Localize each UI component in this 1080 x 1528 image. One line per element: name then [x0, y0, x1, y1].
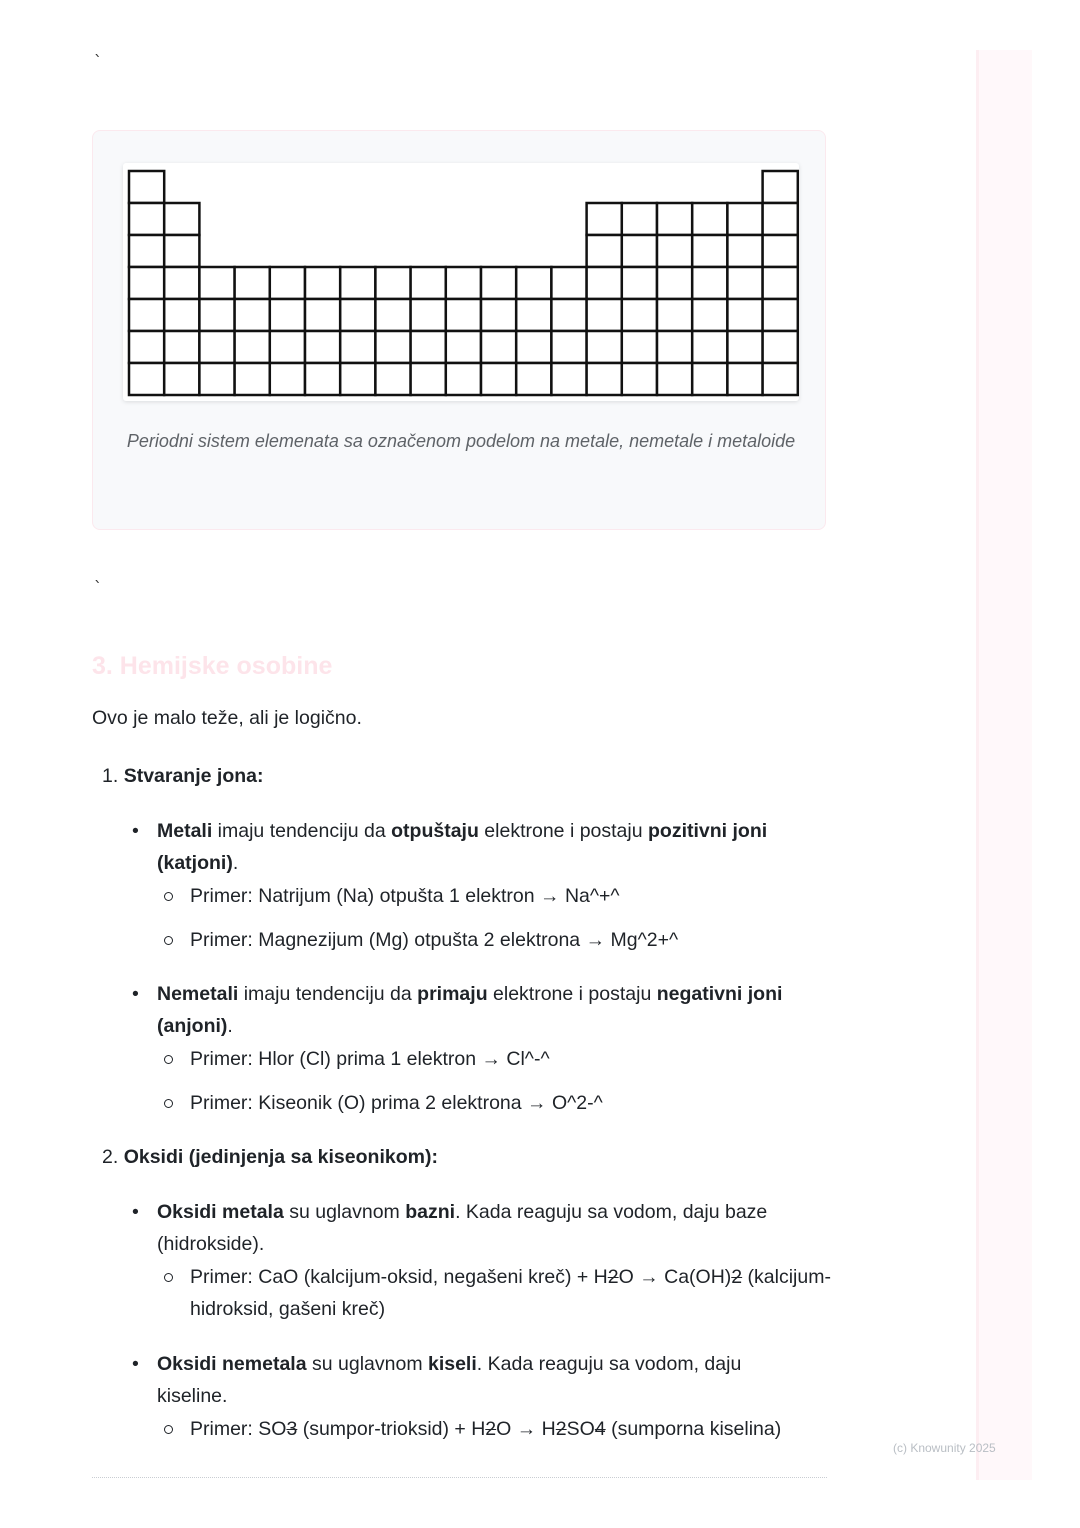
- sub-bullet-circle: [164, 892, 173, 901]
- element-cell: [657, 331, 692, 363]
- element-cell: [270, 363, 305, 395]
- element-cell: [622, 331, 657, 363]
- element-cell: [657, 267, 692, 299]
- element-cell: [622, 363, 657, 395]
- stray-backtick: `: [94, 52, 102, 71]
- sub-bullet-circle: [164, 1425, 173, 1434]
- element-cell: [692, 363, 727, 395]
- periodic-table-grid: [123, 163, 799, 401]
- list-item-title: Oksidi (jedinjenja sa kiseonikom):: [123, 1146, 438, 1168]
- bottom-divider: [92, 1477, 827, 1478]
- bullet-text: Metali imaju tendenciju da otpuštaju elektrone i postaju pozitivni joni (katjoni).: [157, 820, 768, 874]
- element-cell: [727, 235, 762, 267]
- element-cell: [587, 363, 622, 395]
- element-cell: [551, 331, 586, 363]
- list-item-ion-formation: [102, 760, 263, 792]
- bullet-text: Oksidi nemetala su uglavnom kiseli. Kada reaguju sa vodom, daju kiseline.: [157, 1353, 742, 1407]
- element-cell: [657, 203, 692, 235]
- figure-card: [92, 130, 826, 530]
- element-cell: [164, 363, 199, 395]
- element-cell: [516, 299, 551, 331]
- element-cell: [481, 331, 516, 363]
- element-cell: [375, 363, 410, 395]
- element-cell: [657, 299, 692, 331]
- element-cell: [763, 171, 798, 203]
- element-cell: [763, 235, 798, 267]
- sub-bullet-circle: [164, 1055, 173, 1064]
- element-cell: [199, 299, 234, 331]
- element-cell: [446, 299, 481, 331]
- element-cell: [763, 203, 798, 235]
- element-cell: [692, 331, 727, 363]
- section-heading: 3. Hemijske osobine: [92, 652, 333, 680]
- bullet-text: Oksidi metala su uglavnom bazni. Kada reaguju sa vodom, daju baze (hidrokside).: [157, 1201, 768, 1255]
- element-cell: [411, 299, 446, 331]
- element-cell: [727, 299, 762, 331]
- element-cell: [305, 331, 340, 363]
- element-cell: [340, 331, 375, 363]
- element-cell: [305, 267, 340, 299]
- element-cell: [727, 203, 762, 235]
- element-cell: [446, 267, 481, 299]
- list-number: 2.: [102, 1146, 119, 1168]
- bullet-dot: •: [132, 983, 139, 1005]
- element-cell: [129, 203, 164, 235]
- figure-caption: Periodni sistem elemenata sa označenom podelom na metale, nemetale i metaloide: [126, 431, 796, 451]
- element-cell: [411, 363, 446, 395]
- element-cell: [763, 363, 798, 395]
- element-cell: [199, 363, 234, 395]
- element-cell: [727, 331, 762, 363]
- element-cell: [164, 235, 199, 267]
- element-cell: [763, 267, 798, 299]
- element-cell: [305, 299, 340, 331]
- element-cell: [129, 299, 164, 331]
- periodic-table-frame: [123, 163, 799, 401]
- element-cell: [763, 331, 798, 363]
- element-cell: [340, 299, 375, 331]
- sub-bullet-circle: [164, 1273, 173, 1282]
- element-cell: [657, 235, 692, 267]
- element-cell: [692, 235, 727, 267]
- watermark: (c) Knowunity 2025: [893, 1441, 996, 1455]
- element-cell: [692, 299, 727, 331]
- element-cell: [692, 203, 727, 235]
- element-cell: [164, 299, 199, 331]
- element-cell: [551, 363, 586, 395]
- element-cell: [481, 299, 516, 331]
- bullet-dot: •: [132, 1353, 139, 1375]
- element-cell: [587, 235, 622, 267]
- element-cell: [551, 299, 586, 331]
- element-cell: [129, 331, 164, 363]
- element-cell: [375, 299, 410, 331]
- element-cell: [763, 299, 798, 331]
- element-cell: [129, 235, 164, 267]
- element-cell: [375, 331, 410, 363]
- element-cell: [622, 267, 657, 299]
- list-item-title: Stvaranje jona:: [123, 765, 264, 787]
- element-cell: [446, 363, 481, 395]
- element-cell: [727, 363, 762, 395]
- element-cell: [199, 267, 234, 299]
- element-cell: [164, 267, 199, 299]
- element-cell: [587, 203, 622, 235]
- list-item-oxides: [102, 1141, 438, 1173]
- bullet-text: Nemetali imaju tendenciju da primaju elektrone i postaju negativni joni (anjoni).: [157, 983, 783, 1037]
- element-cell: [587, 331, 622, 363]
- element-cell: [270, 331, 305, 363]
- element-cell: [622, 235, 657, 267]
- element-cell: [340, 267, 375, 299]
- element-cell: [516, 267, 551, 299]
- element-cell: [164, 203, 199, 235]
- element-cell: [340, 363, 375, 395]
- list-number: 1.: [102, 765, 119, 787]
- bullet-dot: •: [132, 1201, 139, 1223]
- element-cell: [270, 299, 305, 331]
- side-panel-strip: [976, 50, 1032, 1480]
- element-cell: [235, 267, 270, 299]
- element-cell: [235, 331, 270, 363]
- element-cell: [587, 299, 622, 331]
- element-cell: [270, 267, 305, 299]
- element-cell: [129, 171, 164, 203]
- stray-backtick: `: [94, 578, 102, 597]
- element-cell: [235, 363, 270, 395]
- sub-bullet-circle: [164, 936, 173, 945]
- element-cell: [164, 331, 199, 363]
- element-cell: [622, 299, 657, 331]
- element-cell: [199, 331, 234, 363]
- element-cell: [446, 331, 481, 363]
- element-cell: [622, 203, 657, 235]
- element-cell: [305, 363, 340, 395]
- element-cell: [411, 267, 446, 299]
- bullet-dot: •: [132, 820, 139, 842]
- element-cell: [516, 331, 551, 363]
- element-cell: [551, 267, 586, 299]
- element-cell: [587, 267, 622, 299]
- element-cell: [375, 267, 410, 299]
- element-cell: [481, 363, 516, 395]
- intro-paragraph: Ovo je malo teže, ali je logično.: [92, 707, 362, 729]
- element-cell: [235, 299, 270, 331]
- sub-bullet-circle: [164, 1099, 173, 1108]
- element-cell: [516, 363, 551, 395]
- element-cell: [411, 331, 446, 363]
- element-cell: [129, 267, 164, 299]
- element-cell: [692, 267, 727, 299]
- element-cell: [657, 363, 692, 395]
- element-cell: [727, 267, 762, 299]
- element-cell: [481, 267, 516, 299]
- element-cell: [129, 363, 164, 395]
